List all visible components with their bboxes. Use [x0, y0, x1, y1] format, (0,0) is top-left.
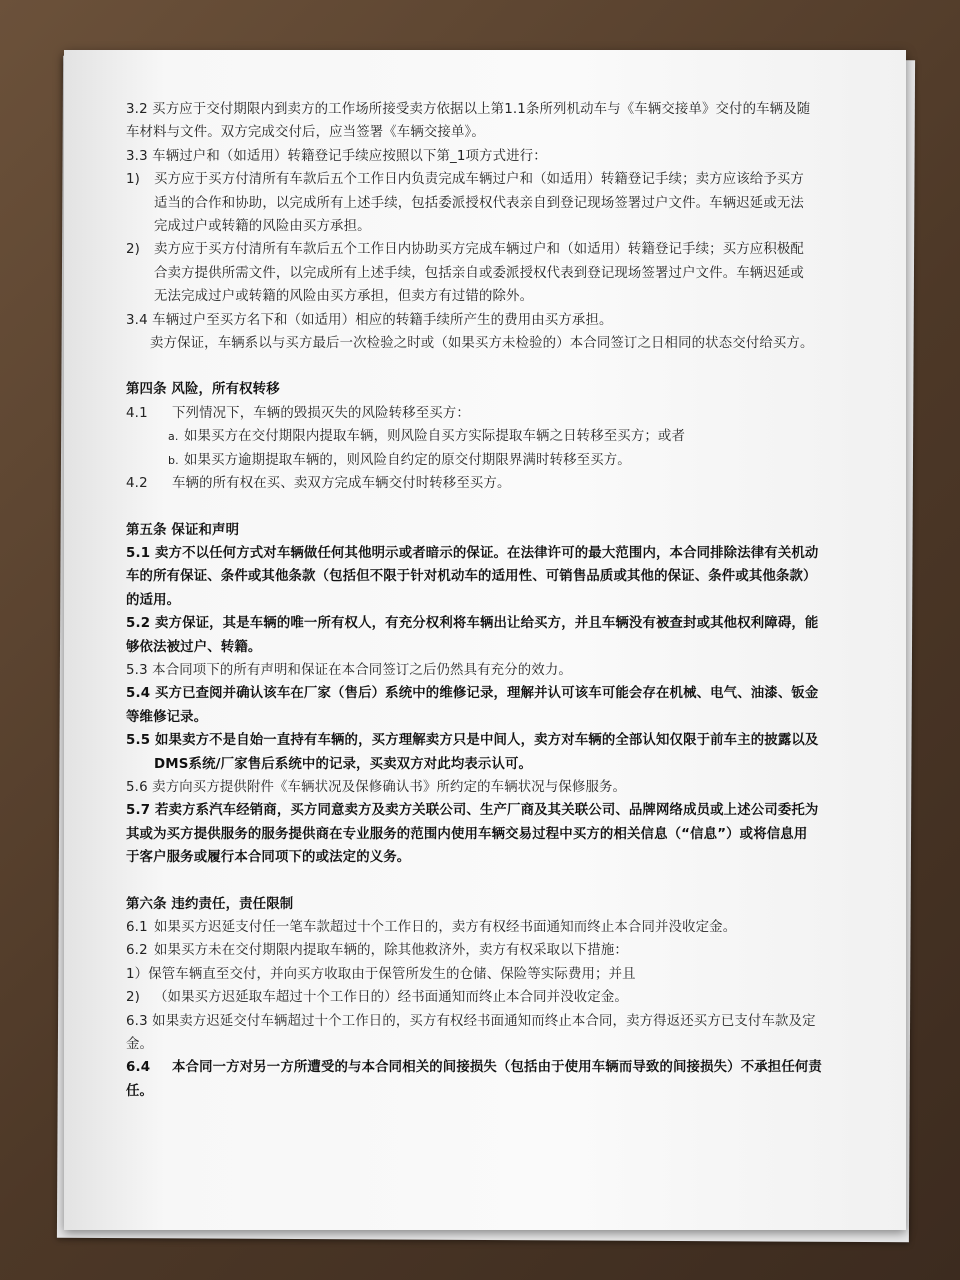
clause-5-1: 5.1 卖方不以任何方式对车辆做任何其他明示或者暗示的保证。在法律许可的最大范围内，本合同排除法律有关机动 — [126, 545, 819, 561]
contract-page — [64, 50, 906, 1230]
clause-3-4-cont: 卖方保证，车辆系以与买方最后一次检验之时或（如果买方未检验的）本合同签订之日相同的状态交付给买方。 — [150, 336, 814, 352]
clause-5-5: 5.5 如果卖方不是自始一直持有车辆的，买方理解卖方只是中间人，卖方对车辆的全部认知仅限于前车主的披露以及 — [126, 733, 819, 749]
clause-3-3: 3.3 车辆过户和（如适用）转籍登记手续应按照以下第_1项方式进行： — [126, 148, 547, 164]
clause-6-2-item-1: 1）保管车辆直至交付，并向买方收取由于保管所发生的仓储、保险等实际费用；并且 — [126, 966, 636, 982]
clause-5-6: 5.6 卖方向买方提供附件《车辆状况及保修确认书》所约定的车辆状况与保修服务。 — [126, 779, 627, 795]
clause-3-2-cont: 车材料与文件。双方完成交付后，应当签署《车辆交接单》。 — [126, 125, 485, 141]
clause-label: 4.2 — [126, 476, 148, 492]
clause-4-1: 4.1 下列情况下，车辆的毁损灭失的风险转移至买方： — [126, 402, 848, 425]
clause-3-3-item-2-cont: 合卖方提供所需文件，以完成所有上述手续，包括亲自或委派授权代表到登记现场签署过户文件。车辆迟延或 — [154, 265, 804, 281]
clause-5-7-cont: 其或为买方提供服务的服务提供商在专业服务的范围内使用车辆交易过程中买方的相关信息（“信息”）或将信息用 — [126, 826, 808, 842]
sub-label: a. — [168, 430, 179, 444]
clause-6-1: 6.1 如果买方迟延支付任一笔车款超过十个工作日的，卖方有权经书面通知而终止本合同并没收定金。 — [126, 916, 848, 939]
clause-6-3-cont: 金。 — [126, 1037, 154, 1053]
clause-label: 4.1 — [126, 405, 148, 421]
article-5-heading: 第五条 保证和声明 — [126, 522, 240, 538]
clause-label: 6.2 — [126, 943, 148, 959]
clause-5-1-cont: 车的所有保证、条件或其他条款（包括但不限于针对机动车的适用性、可销售品质或其他的保证、条件或其他条款） — [126, 569, 817, 585]
clause-4-1-b: b. 如果买方逾期提取车辆的，则风险自约定的原交付期限界满时转移至买方。 — [126, 449, 848, 472]
clause-label: 6.1 — [126, 920, 148, 935]
clause-5-2-cont: 够依法被过户、转籍。 — [126, 639, 262, 655]
clause-4-1-a: a. 如果买方在交付期限内提取车辆，则风险自买方实际提取车辆之日转移至买方；或者 — [126, 425, 848, 448]
clause-6-2-item-2: 2) （如果买方迟延取车超过十个工作日的）经书面通知而终止本合同并没收定金。 — [126, 986, 848, 1009]
item-label: 2) — [126, 242, 141, 258]
clause-3-2: 3.2 买方应于交付期限内到卖方的工作场所接受卖方依据以上第1.1条所列机动车与《车辆交接单》交付的车辆及随 — [126, 102, 811, 117]
clause-3-3-item-1-cont: 完成过户或转籍的风险由买方承担。 — [154, 219, 371, 235]
clause-4-2: 4.2 车辆的所有权在买、卖双方完成车辆交付时转移至买方。 — [126, 472, 848, 495]
clause-5-7-cont: 于客户服务或履行本合同项下的或法定的义务。 — [126, 850, 411, 866]
clause-6-3: 6.3 如果卖方迟延交付车辆超过十个工作日的，买方有权经书面通知而终止本合同，卖方得返还买方已支付车款及定 — [126, 1013, 816, 1029]
item-label: 1) — [126, 172, 141, 188]
clause-3-3-item-1-cont: 适当的合作和协助，以完成所有上述手续，包括委派授权代表亲自到登记现场签署过户文件。车辆迟延或无法 — [154, 195, 804, 211]
clause-5-7: 5.7 若卖方系汽车经销商，买方同意卖方及卖方关联公司、生产厂商及其关联公司、品牌网络成员或上述公司委托为 — [126, 803, 819, 819]
clause-3-3-item-1: 1) 买方应于买方付清所有车款后五个工作日内负责完成车辆过户和（如适用）转籍登记手续；卖方应该给予买方 — [126, 168, 848, 191]
clause-6-2: 6.2 如果买方未在交付期限内提取车辆的，除其他救济外，卖方有权采取以下措施： — [126, 939, 848, 962]
article-6-heading: 第六条 违约责任，责任限制 — [126, 896, 294, 912]
clause-6-4: 6.4 本合同一方对另一方所遭受的与本合同相关的间接损失（包括由于使用车辆而导致的间接损失）不承担任何责 — [126, 1056, 848, 1079]
clause-5-2: 5.2 卖方保证，其是车辆的唯一所有权人，有充分权利将车辆出让给买方，并且车辆没有被查封或其他权利障碍，能 — [126, 616, 819, 632]
clause-5-1-cont: 的适用。 — [126, 592, 181, 608]
clause-5-4: 5.4 买方已查阅并确认该车在厂家（售后）系统中的维修记录，理解并认可该车可能会存在机械、电气、油漆、钣金 — [126, 686, 819, 702]
item-label: 2) — [126, 990, 141, 1006]
clause-5-5-cont: DMS系统/厂家售后系统中的记录，买卖双方对此均表示认可。 — [154, 756, 533, 772]
article-4-heading: 第四条 风险，所有权转移 — [126, 382, 280, 398]
clause-6-4-cont: 任。 — [126, 1083, 154, 1099]
clause-3-3-item-2-cont: 无法完成过户或转籍的风险由买方承担，但卖方有过错的除外。 — [154, 289, 534, 305]
clause-5-3: 5.3 本合同项下的所有声明和保证在本合同签订之后仍然具有充分的效力。 — [126, 662, 572, 678]
sub-label: b. — [168, 453, 179, 467]
clause-5-4-cont: 等维修记录。 — [126, 709, 208, 725]
clause-label: 6.4 — [126, 1060, 151, 1076]
clause-3-4: 3.4 车辆过户至买方名下和（如适用）相应的转籍手续所产生的费用由买方承担。 — [126, 312, 613, 328]
clause-3-3-item-2: 2) 卖方应于买方付清所有车款后五个工作日内协助买方完成车辆过户和（如适用）转籍登记手续；买方应积极配 — [126, 238, 848, 261]
